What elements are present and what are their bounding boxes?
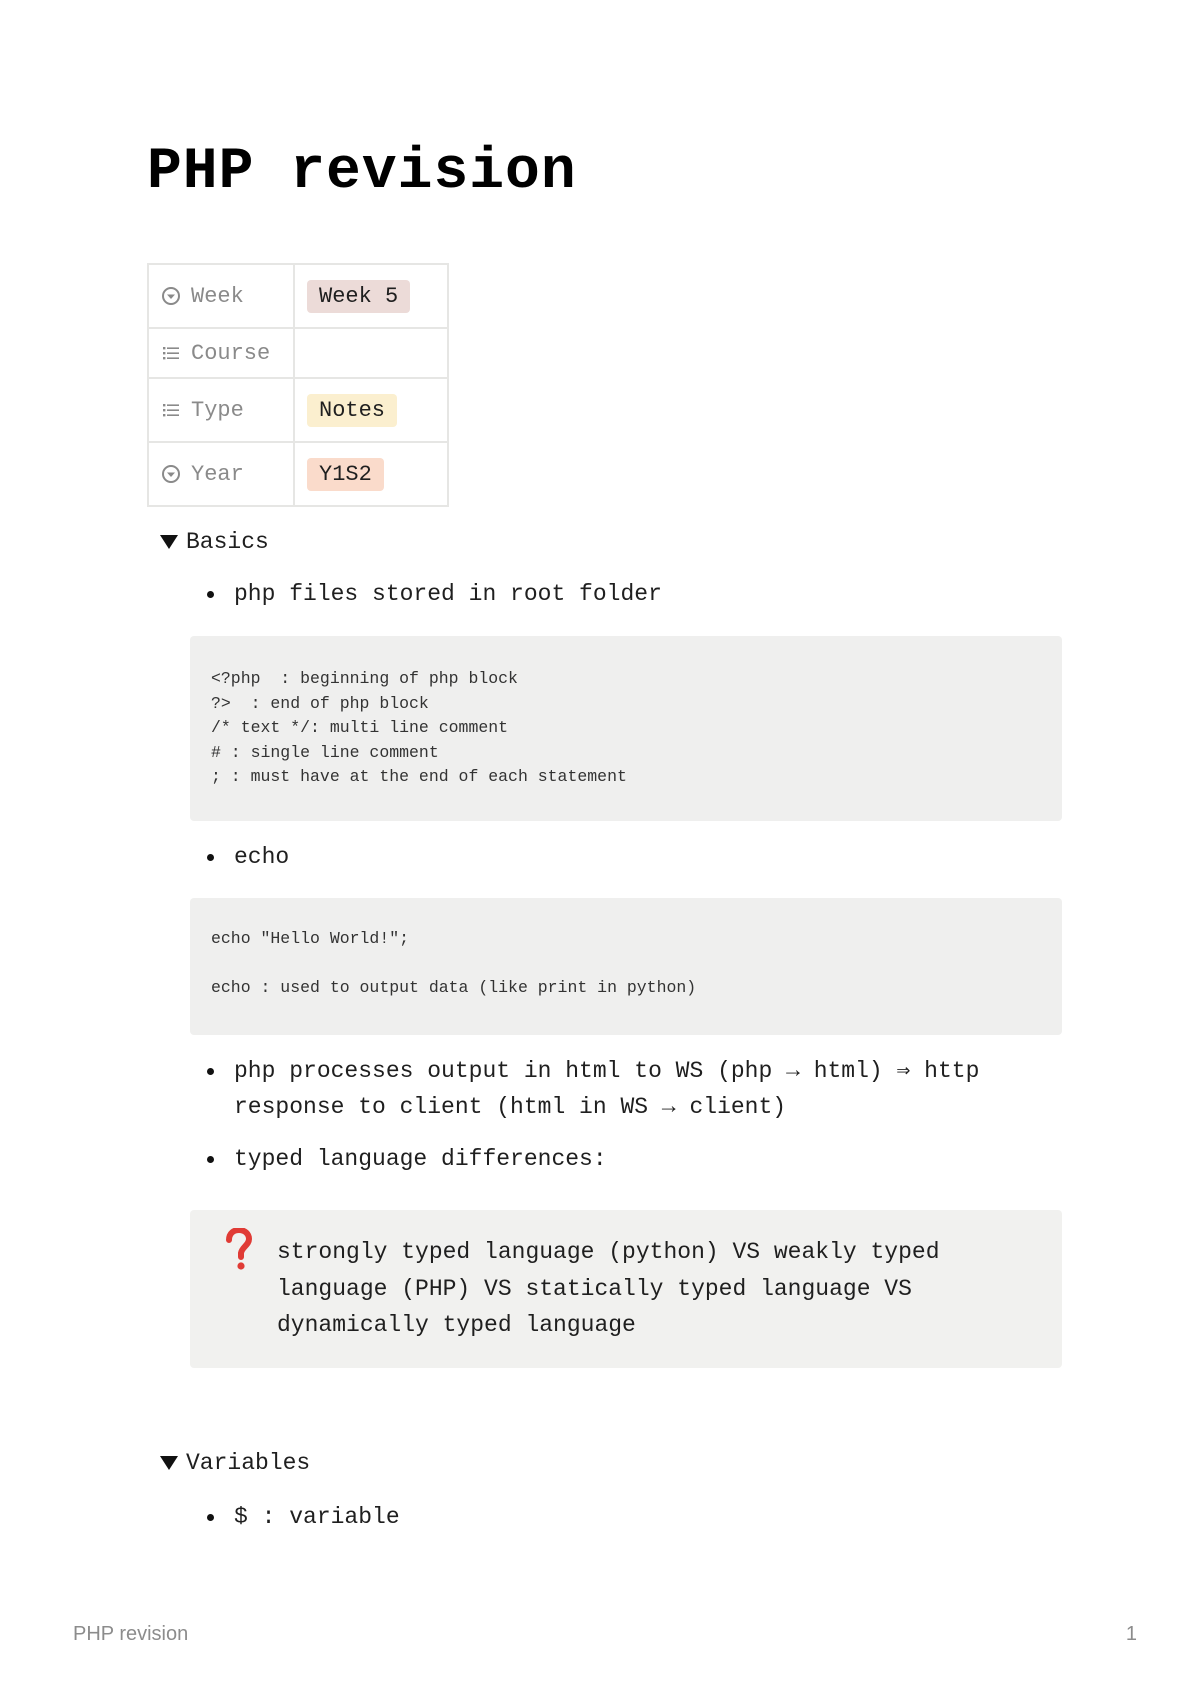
- footer-title: PHP revision: [73, 1623, 189, 1645]
- footer-page-number: 1: [1125, 1623, 1137, 1645]
- code-block[interactable]: [190, 898, 1062, 1035]
- property-row-week: [148, 264, 448, 328]
- question-mark-icon: [223, 1228, 255, 1272]
- property-value-cell[interactable]: [294, 328, 448, 378]
- code-block[interactable]: [190, 636, 1062, 821]
- property-key-type: Type: [191, 397, 244, 423]
- property-value-cell[interactable]: [294, 378, 448, 442]
- bullet-dot-icon: [207, 854, 214, 861]
- page-title: PHP revision: [147, 140, 577, 205]
- property-key-year: Year: [191, 461, 244, 487]
- property-tag-year[interactable]: Y1S2: [307, 458, 384, 491]
- property-tag-week[interactable]: Week 5: [307, 280, 410, 313]
- property-row-course: [148, 328, 448, 378]
- code-text: echo "Hello World!"; echo : used to output data (like print in python): [211, 929, 697, 997]
- list-item-text-line2: response to client (html in WS → client): [234, 1094, 787, 1120]
- list-icon: [161, 400, 181, 420]
- list-item-text: php files stored in root folder: [234, 581, 662, 607]
- bullet-dot-icon: [207, 1156, 214, 1163]
- toggle-heading-basics: Basics: [186, 529, 269, 555]
- property-row-year: [148, 442, 448, 506]
- property-key-cell[interactable]: [148, 378, 294, 442]
- property-row-type: [148, 378, 448, 442]
- property-tag-type[interactable]: Notes: [307, 394, 397, 427]
- code-text: <?php : beginning of php block ?> : end of php block /* text */: multi line comment # : single line comment ; : must have at the end of each statement: [211, 669, 627, 786]
- triangle-down-icon[interactable]: [160, 1456, 178, 1470]
- bullet-dot-icon: [207, 591, 214, 598]
- property-value-cell[interactable]: [294, 442, 448, 506]
- toggle-variables[interactable]: [160, 1450, 310, 1476]
- toggle-heading-variables: Variables: [186, 1450, 311, 1476]
- list-item-text-line1: php processes output in html to WS (php → html) ⇒ http: [234, 1058, 980, 1084]
- select-icon: [161, 286, 181, 306]
- property-value-cell[interactable]: [294, 264, 448, 328]
- select-icon: [161, 464, 181, 484]
- callout-text: strongly typed language (python) VS weakly typed language (PHP) VS statically typed language VS dynamically typed language: [277, 1239, 940, 1338]
- list-item-text: $ : variable: [234, 1504, 400, 1530]
- property-key-cell[interactable]: [148, 264, 294, 328]
- properties-table: [147, 263, 449, 507]
- bullet-dot-icon: [207, 1514, 214, 1521]
- property-key-cell[interactable]: [148, 442, 294, 506]
- list-item-text: typed language differences:: [234, 1146, 607, 1172]
- list-item-text: echo: [234, 844, 290, 870]
- property-key-cell[interactable]: [148, 328, 294, 378]
- bullet-dot-icon: [207, 1068, 214, 1075]
- list-icon: [161, 343, 181, 363]
- callout-block: [190, 1210, 1062, 1368]
- property-key-week: Week: [191, 283, 244, 309]
- property-key-course: Course: [191, 340, 271, 366]
- toggle-basics[interactable]: [160, 529, 269, 555]
- triangle-down-icon[interactable]: [160, 535, 178, 549]
